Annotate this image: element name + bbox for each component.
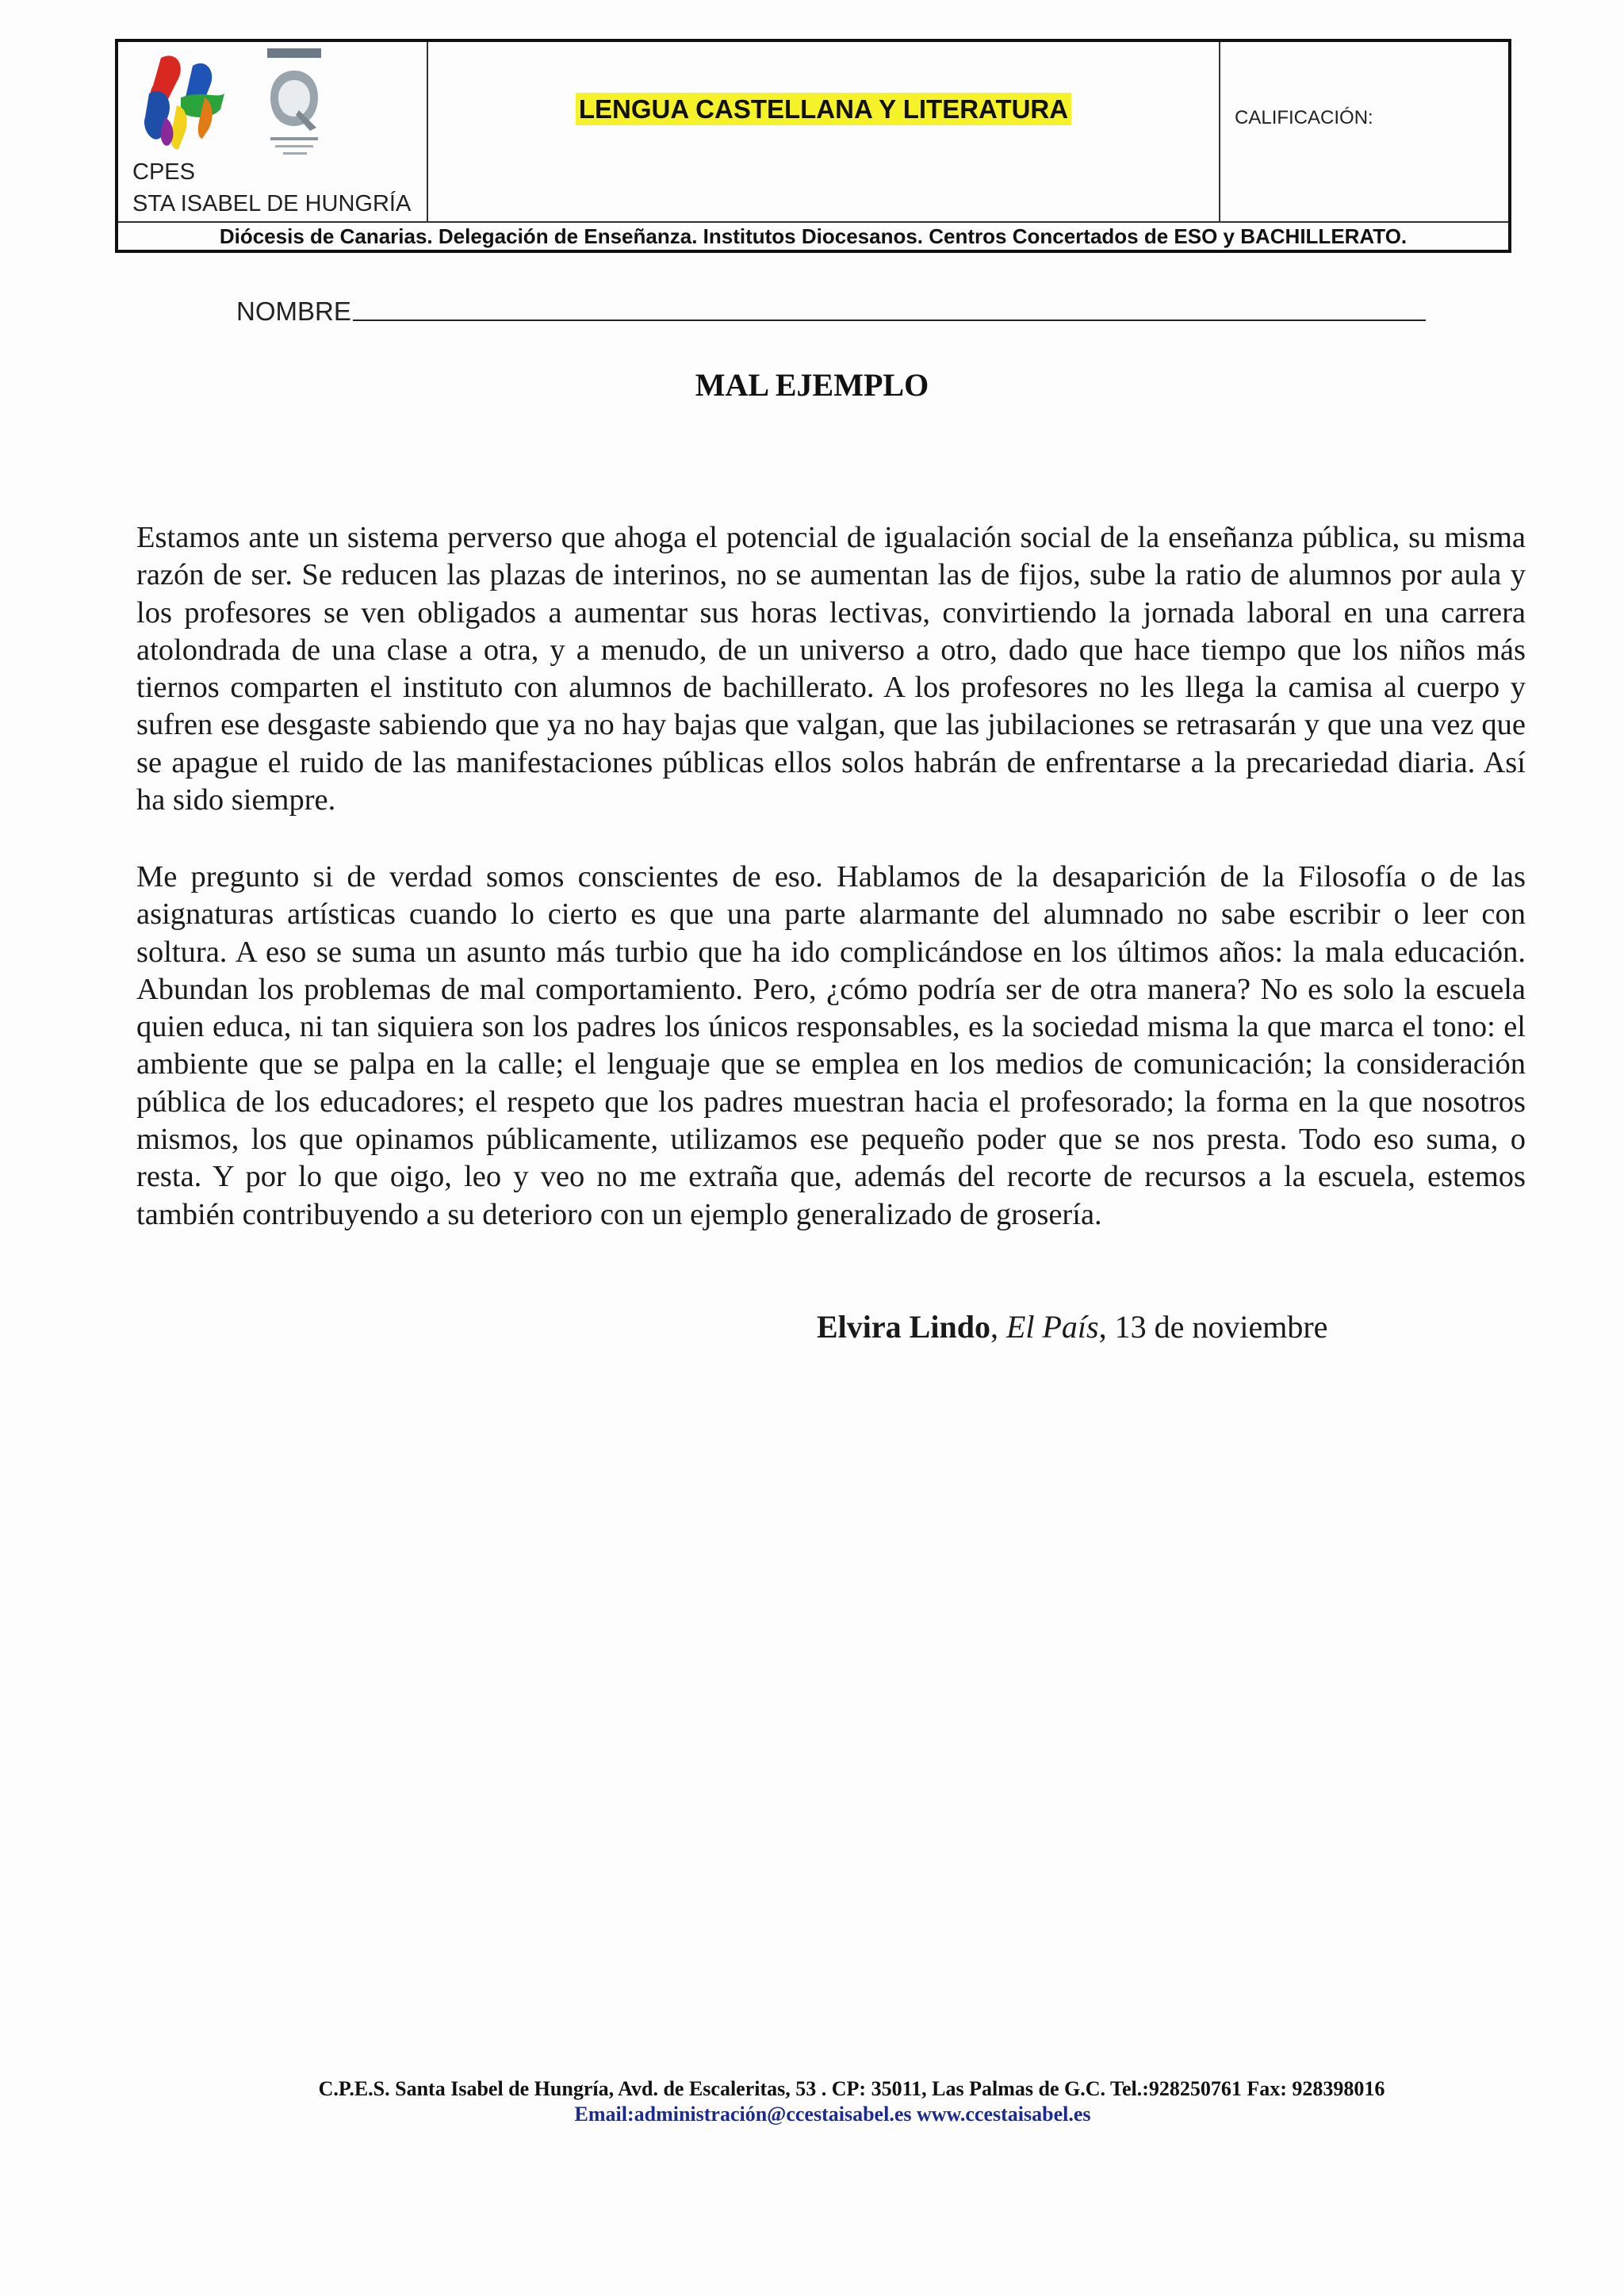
- grade-label: CALIFICACIÓN:: [1235, 107, 1373, 128]
- signature-separator: ,: [990, 1309, 1006, 1345]
- article-paragraph-2: Me pregunto si de verdad somos conscientes de eso. Hablamos de la desaparición de la Filosofía o de las asignaturas artísticas cuando lo cierto es que una parte alarmante del alumnado no sabe escribir o leer con soltura. A eso se suma un asunto más turbio que ha ido complicándose en los últimos años: la mala educación. Abundan los problemas de mal comportamiento. Pero, ¿cómo podría ser de otra manera? No es solo la escuela quien educa, ni tan siquiera son los padres los únicos responsables, es la sociedad misma la que marca el tono: el ambiente que se palpa en la calle; el lenguaje que se emplea en los medios de comunicación; la consideración pública de los educadores; el respeto que los padres muestran hacia el profesorado; la forma en la que nosotros mismos, los que opinamos públicamente, utilizamos ese pequeño poder que se nos presta. Todo eso suma, o resta. Y por lo que oigo, leo y veo no me extraña que, además del recorte de recursos a la escuela, estemos también contribuyendo a su deterioro con un ejemplo generalizado de grosería.: [136, 860, 1526, 1231]
- subject-title: [428, 94, 1219, 124]
- header-table: [115, 39, 1511, 253]
- publication-name: El País: [1005, 1309, 1099, 1345]
- school-name-line2: STA ISABEL DE HUNGRÍA: [132, 191, 412, 216]
- grade-cell: [1220, 42, 1508, 221]
- school-name: [132, 156, 411, 220]
- header-row: [118, 42, 1508, 221]
- quality-certification-icon: [264, 48, 324, 159]
- name-label: NOMBRE: [236, 297, 351, 326]
- school-name-line1: CPES: [132, 159, 195, 185]
- article-signature: [817, 1308, 1327, 1345]
- name-field[interactable]: [236, 292, 1426, 327]
- diocese-line: Diócesis de Canarias. Delegación de Enseñanza. Institutos Diocesanos. Centros Concertados de ESO y BACHILLERATO.: [118, 221, 1508, 250]
- school-logo-cell: [118, 42, 428, 221]
- publication-date: , 13 de noviembre: [1098, 1309, 1328, 1345]
- footer-address: C.P.E.S. Santa Isabel de Hungría, Avd. de Escaleritas, 53 . CP: 35011, Las Palmas de G.C. Tel.:928250761 Fax: 928398016: [318, 2077, 1385, 2100]
- footer-contact[interactable]: Email:administración@ccestaisabel.es www.ccestaisabel.es: [574, 2103, 1091, 2126]
- school-logo-icon: [137, 50, 232, 153]
- name-underline[interactable]: [353, 320, 1426, 321]
- article-title: MAL EJEMPLO: [695, 367, 929, 403]
- subject-title-text: LENGUA CASTELLANA Y LITERATURA: [576, 93, 1071, 125]
- subject-cell: [428, 42, 1220, 221]
- author-name: Elvira Lindo: [817, 1309, 990, 1345]
- article-paragraph-1: Estamos ante un sistema perverso que ahoga el potencial de igualación social de la enseñanza pública, su misma razón de ser. Se reducen las plazas de interinos, no se aumentan las de fijos, sube la ratio de alumnos por aula y los profesores se ven obligados a aumentar sus horas lectivas, convirtiendo la jornada laboral en una carrera atolondrada de una clase a otra, y a menudo, de un universo a otro, dado que hace tiempo que los niños más tiernos comparten el instituto con alumnos de bachillerato. A los profesores no les llega la camisa al cuerpo y sufren ese desgaste sabiendo que ya no hay bajas que valgan, que las jubilaciones se retrasarán y que una vez que se apague el ruido de las manifestaciones públicas ellos solos habrán de enfrentarse a la precariedad diaria. Así ha sido siempre.: [136, 521, 1526, 817]
